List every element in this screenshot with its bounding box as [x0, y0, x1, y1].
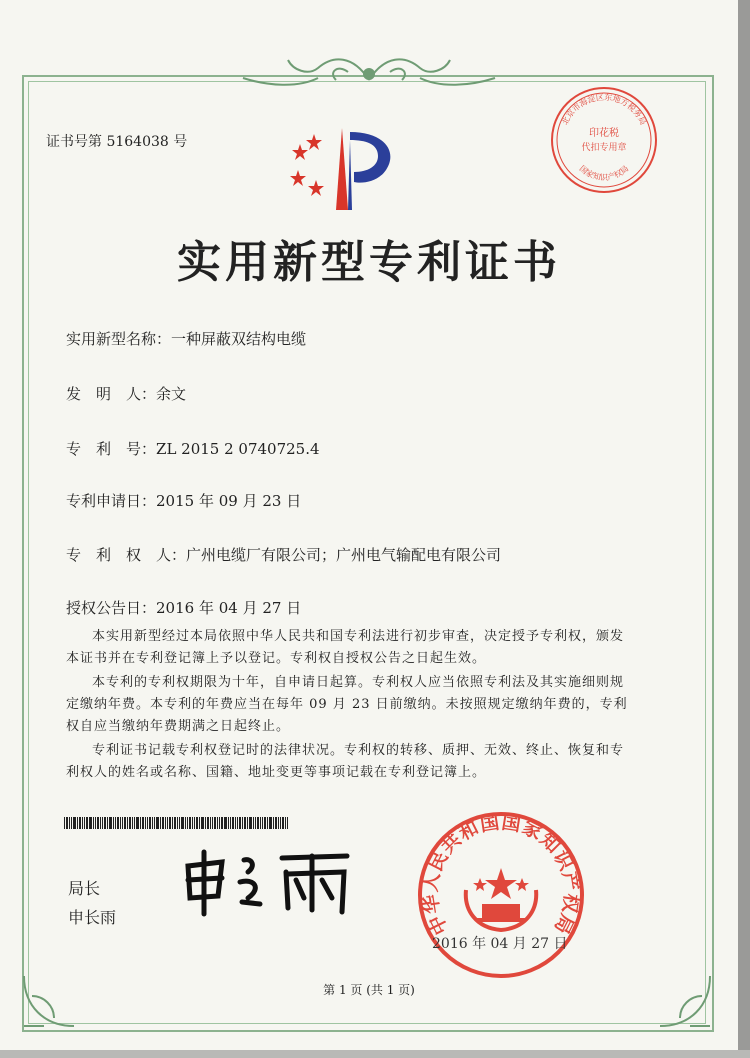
certificate-title: 实用新型专利证书: [177, 237, 561, 288]
svg-text:国家知识产权局: [578, 164, 631, 182]
body-paragraph-1: 本实用新型经过本局依照中华人民共和国专利法进行初步审查，决定授予专利权，颁发本证书并在专利登记簿上予以登记。专利权自授权公告之日起生效。: [66, 629, 625, 666]
top-ornament-icon: [238, 50, 500, 92]
seal-date: 2016 年 04 月 27 日: [432, 936, 568, 952]
handwritten-signature-icon: [182, 848, 352, 918]
signatory-title: 局长: [68, 879, 101, 898]
signatory-name: 申长雨: [68, 908, 117, 927]
corner-ornament-right-icon: [650, 966, 720, 1036]
tax-seal-line-text: 代扣专用章: [581, 143, 627, 153]
field-patent-number: 专 利 号：ZL 2015 2 0740725.4: [66, 440, 320, 458]
tax-stamp-seal-icon: [548, 84, 660, 196]
page-footer: 第 1 页 (共 1 页): [323, 983, 415, 997]
patent-office-emblem-icon: [290, 122, 410, 217]
field-grant-date: 授权公告日：2016 年 04 月 27 日: [66, 599, 302, 617]
certificate-number: 证书号第 5164038 号: [46, 134, 188, 150]
tax-seal-outer-text: 北京市海淀区东地方税务局: [560, 92, 648, 127]
tax-seal-bottom-text: 国家知识产权局: [577, 163, 631, 182]
field-utility-model-name: 实用新型名称：一种屏蔽双结构电缆: [66, 330, 307, 348]
field-inventor: 发 明 人：余文: [66, 385, 187, 403]
field-patentee: 专 利 权 人：广州电缆厂有限公司；广州电气输配电有限公司: [66, 546, 502, 564]
tax-seal-mid-text: 印花税: [589, 128, 619, 139]
scan-edge-bottom: [0, 1050, 750, 1058]
barcode-icon: [64, 817, 334, 829]
scan-edge-right: [738, 0, 750, 1058]
body-paragraph-2: 本专利的专利权期限为十年，自申请日起算。专利权人应当依照专利法及其实施细则规定缴纳年费。本专利的年费应当在每年 09 月 23 日前缴纳。未按照规定缴纳年费的，专利权自应当缴纳年费期满之日起终止。: [66, 675, 628, 734]
field-application-date: 专利申请日：2015 年 09 月 23 日: [66, 492, 302, 510]
official-seal-arc-text: 中华人民共和国国家知识产权局: [419, 811, 583, 939]
official-seal-icon: [416, 810, 586, 980]
body-paragraph-3: 专利证书记载专利权登记时的法律状况。专利权的转移、质押、无效、终止、恢复和专利权人的姓名或名称、国籍、地址变更等事项记载在专利登记簿上。: [66, 743, 625, 780]
corner-ornament-left-icon: [14, 966, 84, 1036]
